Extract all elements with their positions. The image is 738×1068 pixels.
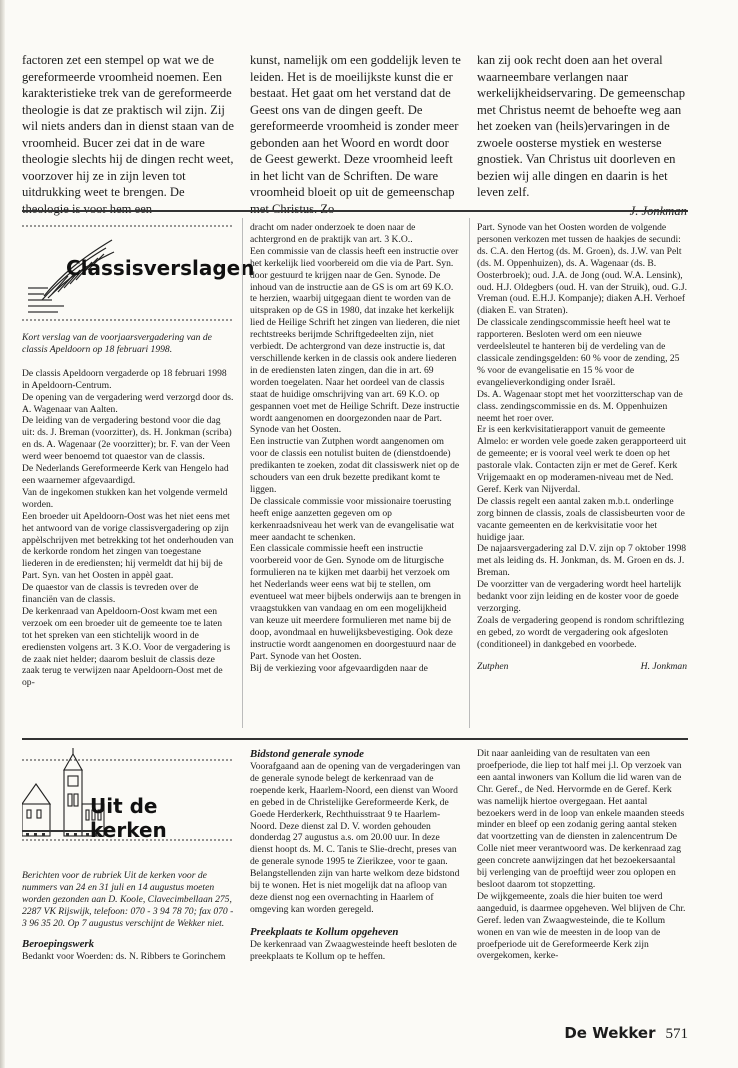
bidstond-text: Voorafgaand aan de opening van de vergaderingen van de generale synode belegt de kerkenraad van de roepende kerk, Haarlem-Noord, een dienst van Woord en gebed in de Christelijke Gereformeerde Kerk, de Goede Herderkerk, Rechthuisstraat 9 te Haarlem-Noord. Deze dienst zal D. V. worden gehouden donderdag 27 augustus a.s. om 20.00 uur. In deze dienst hoopt ds. M. C. Tanis te Slie-drecht, preses van de generale synode 1995 te Zierikzee, voor te gaan. Belangstellenden zijn van harte welkom deze bidstond bij te wonen. Het is niet mogelijk dat na afloop van deze dienst nog een overnachting in Haarlem of omgeving kan worden geregeld.: [250, 761, 461, 915]
preekplaats-heading: Preekplaats te Kollum opgeheven: [250, 925, 399, 938]
section-divider-2: [22, 738, 688, 740]
kerken-header: [22, 748, 234, 844]
kerken-column-1: [22, 870, 234, 962]
classis-col2-p2: Een commissie van de classis heeft een instructie over het kerkelijk lied voorbereid om die via de Part. Syn. door gestuurd te krijgen naar de Gen. Synode. De inhoud van de instructie aan de GS is om art 69 K.O. te herzien, waarbij uitgegaan dient te worden van de uitspraken op de GS in 1980, dat inzake het kerkelijk lied de Heilige Schrift het zingen van liederen, die niet rechtstreeks berijmde Schriftgedeelten zijn, niet verbiedt. De achtergrond van deze instructie is, dat verschillende kerken in de classis ook andere liederen in de erediensten laten zingen, dan die in art. 69 worden toegelaten. Naar het oordeel van de classis staat de huidige omschrijving van art. 69 K.O. op gespannen voet met de Heilige Schrift. Deze instructie wordt aangenomen en doorgezonden naar de Part. Synode van het Oosten.: [250, 245, 460, 436]
page-footer: [564, 1023, 688, 1043]
classis-col1-p6: Een broeder uit Apeldoorn-Oost was het niet eens met het antwoord van de vorige classisvergadering op zijn appèlschrijven met betrekking tot het onderhouden van de kerkorde rondom het zingen van toegestane liederen in de erediensten; hij vermeldt dat hij bij de Part. Syn. van het Oosten in appèl gaat.: [22, 510, 234, 582]
kerken-column-2: [250, 748, 462, 963]
classis-col2-p3: Een instructie van Zutphen wordt aangenomen om voor de classis een notulist buiten de (dienstdoende) predikanten te zoeken, zodat dit classiswerk niet op de schouders van een druk bezette predikant komt te liggen.: [250, 436, 460, 495]
bidstond-heading: Bidstond generale synode: [250, 748, 364, 760]
classis-col3-p3: Ds. A. Wagenaar stopt met het voorzitterschap van de class. zendingscommissie en ds. M. Oppenhuizen neemt het roer over.: [477, 388, 683, 424]
classis-col2-p4: De classicale commissie voor missionaire toerusting heeft enige aanzetten gegeven om op kerkenraadsniveau het werk van de evangelisatie wat meer aandacht te schenken.: [250, 495, 455, 543]
classis-col2-p5: Een classicale commissie heeft een instructie voorbereid voor de Gen. Synode om de liturgische formulieren na te kijken met daarbij het verzoek om het Nederlands weer eens wat bij te stellen, om eventueel wat meer bijbels onderwijs aan te brengen in vraagstukken van vandaag en om een mogelijkheid van keuze uit meerdere formulieren met name bij de doop, avondmaal en huwelijksbevestiging. Ook deze instructie wordt aangenomen en doorgestuurd naar de Part. Synode van het Oosten.: [250, 543, 461, 662]
top-column-3: [477, 52, 687, 219]
beroep-text: Bedankt voor Woerden: ds. N. Ribbers te Gorinchem: [22, 950, 226, 962]
kerken-intro: Berichten voor de rubriek Uit de kerken voor de nummers van 24 en 31 juli en 14 augustus moeten worden gezonden aan D. Koole, Clavecimbellaan 275, 2287 VK Rijswijk, telefoon: 070 - 3 94 78 70; fax 070 - 3 96 35 20. Op 7 augustus verschijnt de Wekker niet.: [22, 870, 234, 929]
top-col3-text: kan zij ook recht doen aan het overal waarneembare verlangen naar werkelijkheidservaring. De gemeenschap met Christus neemt de behoefte weg aan het zoeken van (heils)ervaringen in de zwoele oosterse mystiek en westerse gnostiek. Van Christus uit doorleven en bezien wij alle dingen en daarin is het leven zelf.: [477, 53, 686, 199]
page-number: 571: [665, 1026, 688, 1042]
classis-column-3: [477, 222, 687, 673]
page-edge-shadow: [0, 0, 5, 1068]
kerken-col3-p1: Dit naar aanleiding van de resultaten van een proefperiode, die liep tot half mei j.l. Op verzoek van een aantal inwoners van Kollum die lid waren van de Chr. Geref., de Ned. Hervormde en de Geref. Kerk was namelijk hiertoe overgegaan. Het aantal bezoekers werd in de loop van enkele maanden steeds minder en bleef op een zodanig gering aantal steken dat voortzetting van de diensten in zalencentrum De Colle niet meer verantwoord was. De kerkenraad zag geen concrete aanwijzingen dat het bezoekersaantal bij verlenging van de proeftijd weer zou oplopen en besloot daarom tot stopzetting.: [477, 748, 685, 890]
kerken-column-3: [477, 748, 687, 962]
classis-intro: Kort verslag van de voorjaarsvergadering van de classis Apeldoorn op 18 februari 1998.: [22, 332, 212, 355]
classis-col1-p4: De Nederlands Gereformeerde Kerk van Hengelo had een waarnemer afgevaardigd.: [22, 463, 229, 486]
classis-col1-p8: De kerkenraad van Apeldoorn-Oost kwam met een verzoek om een broeder uit de gemeente toe te laten tot het spreken van een stichtelijk woord in de erediensten volgens art. 3 K.O. Voor de vergadering is de zaak niet helder; daarom besluit de classis deze zaak terug te verwijzen naar Apeldoorn-Oost met de op-: [22, 605, 231, 689]
column-divider-2: [469, 218, 470, 728]
classis-col1-p1: De classis Apeldoorn vergaderde op 18 februari 1998 in Apeldoorn-Centrum.: [22, 367, 227, 391]
classis-col3-p6: De najaarsvergadering zal D.V. zijn op 7 oktober 1998 met als leiding ds. H. Jonkman, ds. M. Groen en ds. J. Breman.: [477, 543, 687, 579]
classis-col1-p5: Van de ingekomen stukken kan het volgende vermeld worden.: [22, 486, 228, 510]
classis-col3-p7: De voorzitter van de vergadering wordt heel hartelijk bedankt voor zijn leiding en de koster voor de goede verzorging.: [477, 579, 682, 614]
kerken-title: Uit de kerken: [90, 794, 167, 842]
classis-place: Zutphen: [477, 660, 509, 672]
classis-author: H. Jonkman: [640, 660, 687, 672]
magazine-name: De Wekker: [564, 1024, 656, 1042]
top-signature: J. Jonkman: [629, 203, 687, 218]
column-divider-1: [242, 218, 243, 728]
classis-col3-p5: De classis regelt een aantal zaken m.b.t. onderlinge zorg binnen de classis, zoals de classisbeurten voor de vacante gemeenten en de kerkvisitatie voor het huidige jaar.: [477, 495, 685, 543]
kerken-col3-p2: De wijkgemeente, zoals die hier buiten toe werd aangeduid, is daarmee opgeheven. Wel blijven de Chr. Geref. leden van Zwaagwesteinde, die te Kollum wonen en van wie de meesten in de loop van de proefperiode uit de Gereformeerde Kerk zijn overgekomen, kerke-: [477, 890, 686, 962]
top-column-1: [22, 52, 234, 217]
preekplaats-text: De kerkenraad van Zwaagwesteinde heeft besloten de preekplaats te Kollum op te heffen.: [250, 938, 457, 962]
classis-column-2: [250, 222, 462, 674]
classis-col2-p6: Bij de verkiezing voor afgevaardigden naar de: [250, 662, 428, 674]
classis-column-1: [22, 332, 234, 689]
classis-col3-p8: Zoals de vergadering geopend is rondom schriftlezing en gebed, zo wordt de vergadering ook afgesloten (conditioneel) in dankgebed en voorbede.: [477, 614, 685, 650]
classis-col1-p7: De quaestor van de classis is tevreden over de financiën van de classis.: [22, 582, 199, 606]
classis-header: [22, 218, 255, 326]
beroep-heading: Beroepingswerk: [22, 937, 94, 950]
classis-title: Classisverslagen: [66, 256, 255, 280]
top-col2-text: kunst, namelijk om een goddelijk leven te leiden. Het is de moeilijkste kunst die er bestaat. Het gaat om het verstand dat de Geest ons van de dingen geeft. De gereformeerde vroomheid is zonder meer gebonden aan het Woord en wordt door de Geest gewerkt. Deze vroomheid leeft in het licht van de Schriften. De ware vroomheid bloeit op uit de gemeenschap met Christus. Zo: [250, 53, 461, 216]
section-divider-1: [22, 210, 688, 212]
classis-col2-p1: dracht om nader onderzoek te doen naar de achtergrond en de praktijk van art. 3 K.O..: [250, 222, 416, 245]
classis-signature: [477, 661, 687, 673]
classis-col3-p2: De classicale zendingscommissie heeft heel wat te rapporteren. Besloten werd om een nieuwe verdeelsleutel te hanteren bij de verdeling van de classicale zendingsgelden: 60 % voor de zending, 25 % voor de evangelisatie en 15 % voor de evangelieverkondiging onder Israël.: [477, 317, 680, 388]
top-col1-text: factoren zet een stempel op wat we de gereformeerde vroomheid noemen. Een karakteristieke trek van de gereformeerde theologie is dat ze praktisch wil zijn. Zij wil niets anders dan in dienst staan van de vroomheid. Bucer zei dat in de ware theologie slechts hij de dingen recht weet, voorzover hij ze in zijn leven tot uitdrukking weet te brengen. De theologie is voor hem een: [22, 53, 234, 216]
classis-col3-p1: Part. Synode van het Oosten worden de volgende personen verkozen met tussen de haakjes de secundi: ds. C.A. den Hertog (ds. M. Groen), ds. J.W. van Pelt (ds. M. Oppenhuizen), ds. A. Wagenaar (ds. B. Oosterbroek); oud. J.A. de Jong (oud. W.A. Lensink), oud. H.J. Oldegbers (oud. H. van der Struik), oud. G.J. Vreman (oud. E.H.J. Kompanje); diaken A.H. Verhoef (diaken E. van Straten).: [477, 222, 687, 317]
classis-col3-p4: Er is een kerkvisitatierapport vanuit de gemeente Almelo: er worden vele goede zaken gerapporteerd uit de gemeente; er is vooral veel werk te doen op het pastorale vlak. Contacten zijn er met de Geref. Kerk Vrijgemaakt en op moderamen-niveau met de Ned. Geref. Kerk van Nijverdal.: [477, 424, 687, 495]
top-column-2: [250, 52, 462, 217]
classis-col1-p3: De leiding van de vergadering bestond voor die dag uit: ds. J. Breman (voorzitter), ds. H. Jonkman (scriba) en ds. A. Wagenaar (2e voorzitter); br. F. van der Veen werd weer benoemd tot quaestor van de classis.: [22, 415, 232, 463]
classis-col1-p2: De opening van de vergadering werd verzorgd door ds. A. Wagenaar van Aalten.: [22, 391, 234, 415]
